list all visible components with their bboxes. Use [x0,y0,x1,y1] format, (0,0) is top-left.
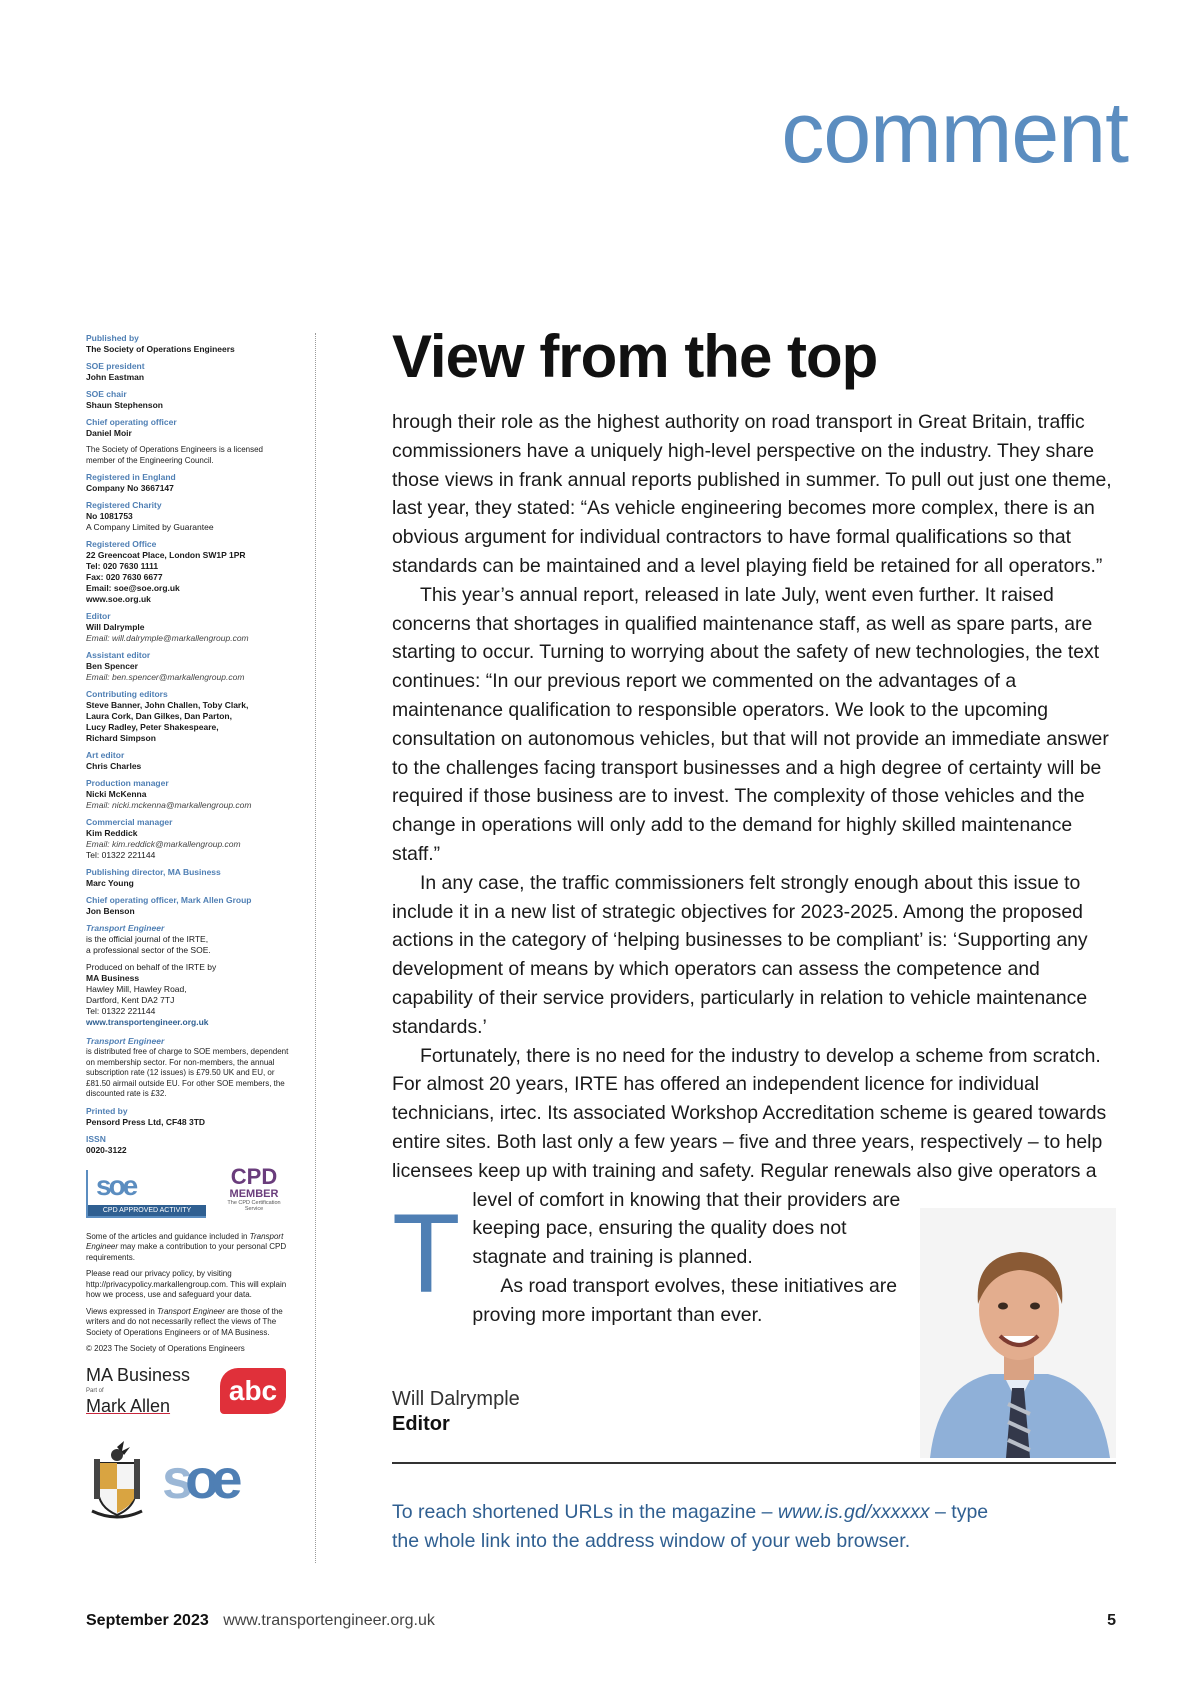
article-headline: View from the top [392,323,878,390]
soe-mark: soe [96,1169,136,1201]
masthead-value: Shaun Stephenson [86,400,163,410]
producer-company: MA Business [86,973,140,983]
masthead-label: Assistant editor [86,650,151,660]
url-note-text: To reach shortened URLs in the magazine – [392,1501,778,1523]
masthead-sidebar [86,333,291,1519]
masthead-value: Will Dalrymple [86,622,145,632]
masthead-entry [86,611,291,644]
part-of-text: Part of [86,1387,104,1394]
cpd-service: The CPD Certification Service [227,1199,281,1212]
masthead-note: The Society of Operations Engineers is a licensed member of the Engineering Council. [86,445,263,465]
masthead-value: Marc Young [86,878,134,888]
masthead-entry [86,361,291,383]
url-example-link[interactable]: www.is.gd/xxxxxx [777,1501,930,1523]
publisher-logos [86,1365,286,1417]
masthead-label: Registered in England [86,472,176,482]
views-note-text: are those of the writers and do not necessarily reflect the views of The Society of Operations Engineers or of MA Business. [86,1306,283,1337]
produced-by: Produced on behalf of the IRTE by [86,962,217,972]
masthead-value: Kim Reddick [86,828,138,838]
cpd-title: CPD [230,1163,278,1189]
cpd-note-journal: Transport Engineer [86,1231,284,1251]
masthead-entry [86,650,291,683]
editor-photo [920,1208,1116,1458]
masthead-label: Registered Charity [86,500,162,510]
masthead-email: Email: ben.spencer@markallengroup.com [86,672,245,682]
masthead-label: Contributing editors [86,689,168,699]
masthead-label: Chief operating officer, Mark Allen Group [86,895,252,905]
printed-by-value: Pensord Press Ltd, CF48 3TD [86,1116,206,1127]
masthead-entry [86,472,291,494]
masthead-value: Nicki McKenna [86,789,147,799]
url-note-text: – type the whole link into the address window of your web browser. [392,1501,989,1552]
privacy-note: Please read our privacy policy, by visiting http://privacypolicy.markallengroup.com. This will explain how we process, use and safeguard your data. [86,1269,287,1299]
cpd-member: MEMBER [229,1187,279,1200]
society-logos [86,1439,291,1519]
masthead-value: Ben Spencer [86,661,138,671]
masthead-value: Daniel Moir [86,428,132,438]
views-note [86,1307,291,1339]
ma-business-logo [86,1365,190,1417]
editor-portrait-image [920,1208,1116,1458]
distribution-title: Transport Engineer [86,1036,165,1046]
soe-logo-oe: oe [185,1446,235,1510]
article-paragraph: This year’s annual report, released in late July, went even further. It raised concerns that shortages in qualified maintenance staff, as well as spare parts, are starting to occur. Turning to worrying about the safety of new technologies, the text continues: “In our previous report we commented on the advantages of a maintenance qualification to responsible operators. We look to the upcoming consultation on autonomous vehicles, but that will not provide an immediate answer to the challenges facing transport businesses and a high degree of certainty will be required if those business are to invest. The complexity of those vehicles and the change in operations will only add to the demand for highly skilled maintenance staff.” [392,583,1109,865]
masthead-label: Editor [86,611,111,621]
journal-note [86,923,291,1028]
coat-of-arms-icon [86,1439,148,1519]
masthead-line: Fax: 020 7630 6677 [86,572,163,582]
article-paragraph: As road transport evolves, these initiatives are proving more important than ever. [472,1274,898,1326]
masthead-value: John Eastman [86,372,145,382]
byline [392,1388,520,1436]
masthead-entry [86,817,291,861]
masthead-list [86,333,291,917]
printed-by [86,1106,291,1128]
masthead-value: The Society of Operations Engineers [86,344,235,354]
views-note-journal: Transport Engineer [157,1306,225,1316]
issn-value: 0020-3122 [86,1144,127,1155]
badge-row [86,1163,291,1218]
cpd-note-text: Some of the articles and guidance included in [86,1231,248,1241]
masthead-entry [86,778,291,811]
sidebar-divider [315,333,316,1563]
masthead-extra: Tel: 01322 221144 [86,850,156,860]
masthead-line: Richard Simpson [86,733,156,743]
author-name: Will Dalrymple [392,1388,520,1410]
masthead-line: Lucy Radley, Peter Shakespeare, [86,722,219,732]
soe-logo [162,1446,235,1510]
masthead-label: SOE chair [86,389,127,399]
distribution-note [86,1036,291,1100]
masthead-value: Jon Benson [86,906,135,916]
article-paragraph: Fortunately, there is no need for the industry to develop a scheme from scratch. For almost 20 years, IRTE has offered an independent licence for individual technicians, irtec. Its associated Workshop Accreditation scheme is geared towards entire sites. Both last only a few years – five and three years, respectively – to help licensees keep up with training and safety. Regular renewals also give operators a level of comfort in knowing that their providers are keeping pace, ensuring the quality does not stagnate and training is planned. [392,1044,1107,1269]
masthead-label: SOE president [86,361,145,371]
masthead-extra: A Company Limited by Guarantee [86,522,214,532]
printed-by-label: Printed by [86,1105,128,1116]
masthead-label: Commercial manager [86,817,173,827]
masthead-email: Email: kim.reddick@markallengroup.com [86,839,241,849]
masthead-label: Art editor [86,750,125,760]
producer-phone: Tel: 01322 221144 [86,1006,156,1016]
journal-website-link[interactable]: www.transportengineer.org.uk [86,1017,209,1027]
views-note-text: Views expressed in [86,1306,155,1316]
issn-label: ISSN [86,1133,106,1144]
masthead-entry [86,539,291,605]
cpd-note-text: may make a contribution to your personal CPD requirements. [86,1242,287,1262]
masthead-entry [86,750,291,772]
page-footer [86,1612,1116,1630]
ma-business-text: MA Business [86,1364,191,1385]
masthead-label: Publishing director, MA Business [86,867,221,877]
masthead-entry [86,867,291,889]
masthead-entry [86,895,291,917]
producer-address: Dartford, Kent DA2 7TJ [86,995,175,1005]
masthead-line: Tel: 020 7630 1111 [86,561,159,571]
masthead-value: Company No 3667147 [86,483,174,493]
masthead-line: Laura Cork, Dan Gilkes, Dan Parton, [86,711,232,721]
distribution-text: is distributed free of charge to SOE members, dependent on membership sector. For non-members, the annual subscription rate (12 issues) is £79.50 UK and EU, or £81.50 airmail outside EU. For other SOE members, the discounted rate is £32. [86,1047,289,1098]
journal-line: a professional sector of the SOE. [86,945,211,955]
masthead-entry [86,500,291,533]
masthead-email: Email: nicki.mckenna@markallengroup.com [86,800,252,810]
masthead-value: Chris Charles [86,761,142,771]
mark-allen-text: Mark Allen [86,1395,171,1416]
masthead-entry [86,689,291,744]
shortened-url-note [392,1498,1012,1556]
journal-title: Transport Engineer [86,923,165,933]
masthead-email: Email: will.dalrymple@markallengroup.com [86,633,249,643]
page-number: 5 [1107,1612,1116,1629]
masthead-entry [86,333,291,355]
masthead-entry [86,389,291,411]
producer-address: Hawley Mill, Hawley Road, [86,984,187,994]
soe-badge-caption: CPD APPROVED ACTIVITY [88,1205,206,1216]
copyright-note: © 2023 The Society of Operations Engineers [86,1344,245,1353]
issue-date: September 2023 [86,1612,209,1629]
masthead-line: Email: soe@soe.org.uk [86,583,180,593]
soe-logo-s: s [162,1446,186,1510]
masthead-entry [86,417,291,439]
abc-logo: abc [220,1368,286,1414]
journal-line: is the official journal of the IRTE, [86,934,209,944]
masthead-line: 22 Greencoat Place, London SW1P 1PR [86,550,246,560]
footer-website-link[interactable]: www.transportengineer.org.uk [223,1612,435,1629]
drop-cap: T [392,1191,461,1316]
masthead-line: www.soe.org.uk [86,594,151,604]
article-rule [392,1462,1116,1464]
cpd-member-badge [222,1163,286,1218]
masthead-line: Steve Banner, John Challen, Toby Clark, [86,700,249,710]
masthead-label: Production manager [86,778,169,788]
soe-cpd-approved-badge [86,1170,206,1218]
masthead-label: Registered Office [86,539,157,549]
masthead-label: Chief operating officer [86,417,177,427]
issn [86,1134,291,1156]
masthead-value: No 1081753 [86,511,133,521]
author-role: Editor [392,1413,450,1435]
section-title: comment [781,85,1128,181]
masthead-label: Published by [86,333,139,343]
cpd-note [86,1232,291,1264]
article-paragraph: In any case, the traffic commissioners felt strongly enough about this issue to include it in a new list of strategic objectives for 2023-2025. Among the proposed actions in the category of ‘helping businesses to be compliant’ is: ‘Supporting any development of means by which operators can assess the competence and capability of their service providers, particularly in relation to vehicle maintenance standards.’ [392,871,1088,1038]
paragraph-text: hrough their role as the highest authority on road transport in Great Britain, traffic commissioners have a uniquely high-level perspective on the industry. They share those views in frank annual reports published in summer. To pull out just one theme, last year, they stated: “As vehicle engineering becomes more complex, there is an obvious argument for individual contractors to have formal qualifications so that standards can be maintained and a level playing field be retained for all operators.” [392,411,1112,577]
